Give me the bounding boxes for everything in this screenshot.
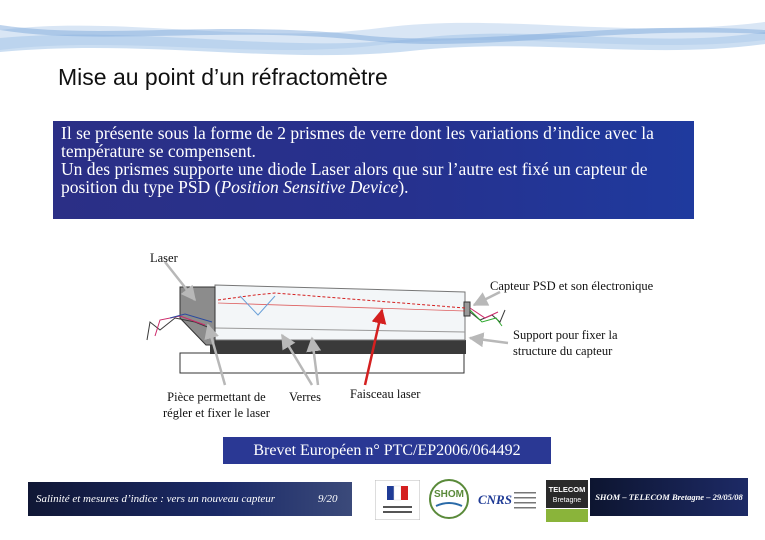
footer-right-band: SHOM – TELECOM Bretagne – 29/05/08	[590, 478, 748, 516]
patent-banner: Brevet Européen n° PTC/EP2006/064492	[223, 437, 551, 464]
footer-title: Salinité et mesures d’indice : vers un nouveau capteur	[36, 493, 276, 505]
label-support: Support pour fixer la structure du capteur	[513, 328, 618, 358]
laser-holder	[180, 287, 215, 345]
svg-text:SHOM: SHOM	[434, 489, 464, 500]
ministere-defense-logo	[375, 480, 420, 520]
telecom-bretagne-logo	[546, 480, 588, 522]
slide-title: Mise au point d’un réfractomètre	[58, 64, 388, 90]
support-leader-arrow	[470, 338, 508, 343]
label-piece: Pièce permettant de régler et fixer le laser	[163, 390, 270, 420]
label-faisceau: Faisceau laser	[350, 387, 421, 401]
svg-text:Bretagne: Bretagne	[552, 497, 582, 504]
support-block	[210, 340, 466, 354]
base-plate	[180, 353, 464, 373]
footer-left-band	[28, 482, 352, 516]
page-number: 9/20	[318, 493, 338, 505]
psd-sensor	[464, 302, 470, 316]
label-psd: Capteur PSD et son électronique	[490, 279, 654, 293]
svg-text:CNRS: CNRS	[478, 492, 512, 507]
description-paragraph-2: Un des prismes supporte une diode Laser alors que sur l’autre est fixé un capteur de position du type PSD (Position Sensitive Device).	[61, 159, 648, 197]
svg-text:TELECOM: TELECOM	[548, 485, 586, 494]
shom-logo	[428, 478, 470, 520]
label-verres: Verres	[289, 390, 321, 404]
cnrs-logo	[476, 484, 540, 518]
label-laser: Laser	[150, 251, 178, 265]
description-paragraph-1: Il se présente sous la forme de 2 prismes de verre dont les variations d’indice avec la température se compensent.	[61, 123, 654, 161]
